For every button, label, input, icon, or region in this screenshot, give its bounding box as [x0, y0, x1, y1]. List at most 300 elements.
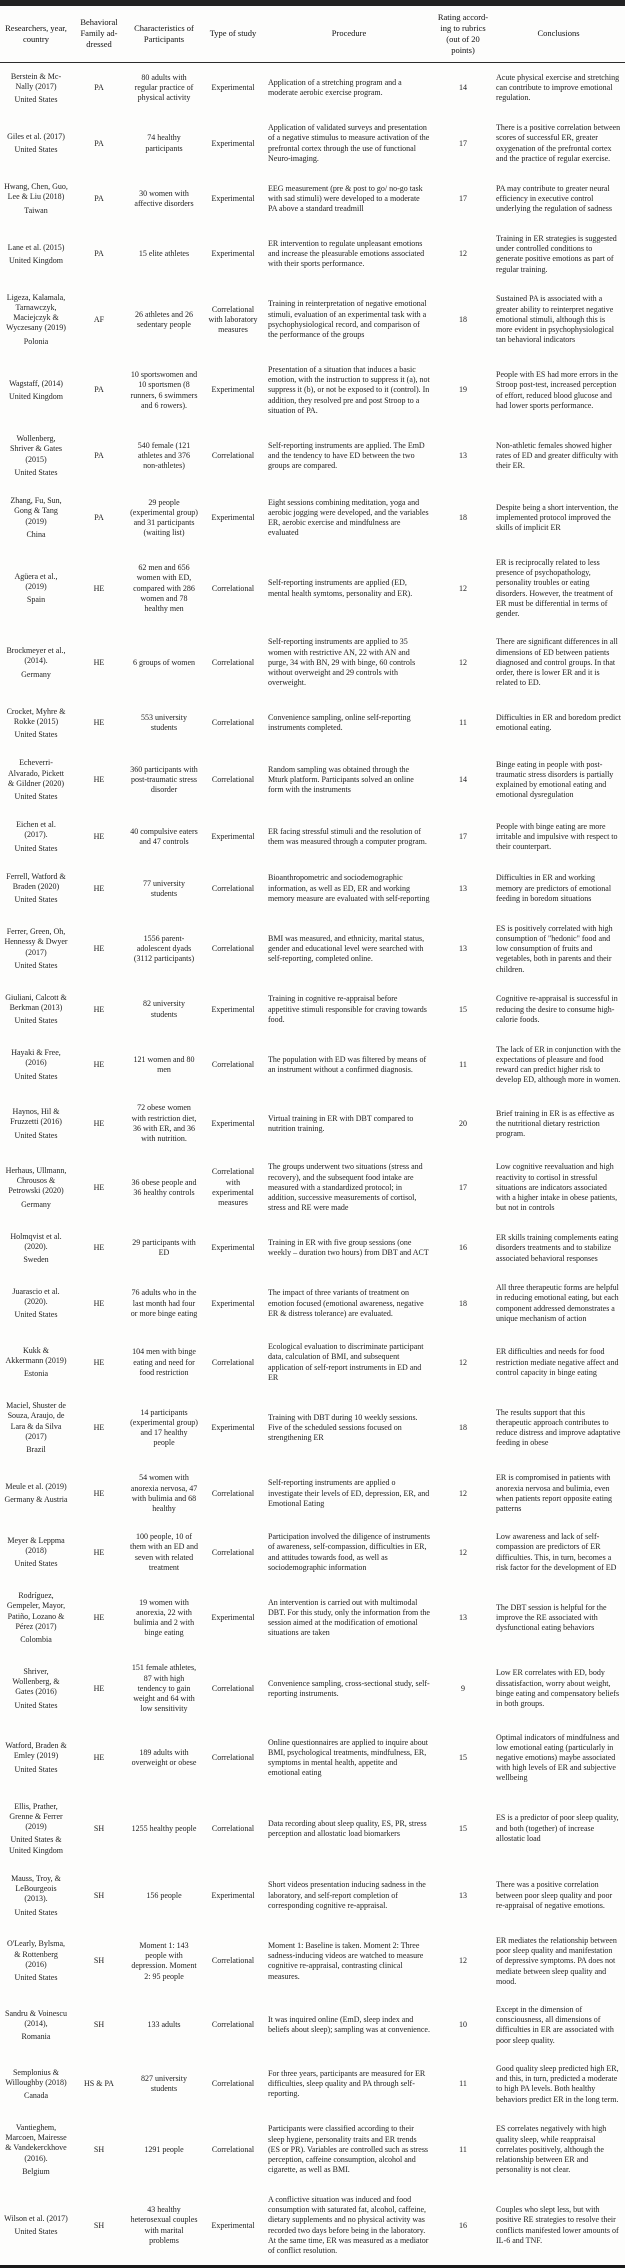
- cell-participants: 62 men and 656 women with ED, compared with 286 women and 78 healthy men: [133, 563, 195, 614]
- cell-study-type: Correlational: [211, 450, 255, 460]
- researcher-name: Giles et al. (2017): [7, 131, 65, 141]
- table-row: [0, 1094, 625, 1153]
- researcher-name: Zhang, Fu, Sun, Gong & Tang (2019): [10, 496, 62, 526]
- cell-study-type: Correlational: [211, 1752, 255, 1762]
- cell-participants: 100 people, 10 of them with an ED and seven with related treatment: [130, 1532, 198, 1572]
- cell-family: HE: [93, 1118, 105, 1128]
- column-header-6: Conclusions: [492, 3, 625, 62]
- cell-procedure: Participants were classified according to their sleep hygiene, personality traits and ER trends (ES or PR). Variables are controlled such as stress perception, caffeine consumption, alcohol and cigarette, as well as BMI.: [268, 2124, 429, 2175]
- cell-researchers: [0, 549, 72, 628]
- cell-family: HE: [93, 775, 105, 785]
- cell-conclusions: Low awareness and lack of self-compassion are predictors of ER difficulties. This, in turn, becomes a risk factor for the development of ED: [496, 1532, 617, 1572]
- cell-family: SH: [93, 1956, 105, 1966]
- table-row: [0, 915, 625, 984]
- researcher-country: United States: [14, 145, 58, 155]
- table-row: [0, 1654, 625, 1723]
- cell-researchers: [0, 1333, 72, 1392]
- cell-procedure: ER intervention to regulate unpleasant emotions and increase the pleasurable emotions associated with their sports performance.: [268, 238, 425, 269]
- cell-procedure: Convenience sampling, cross-sectional study, self-reporting instruments.: [268, 1678, 430, 1698]
- researcher-name: Crocket, Myhre & Rokke (2015): [6, 706, 66, 726]
- table-row: [0, 1274, 625, 1333]
- researcher-country: United States: [14, 960, 58, 970]
- cell-researchers: [0, 1865, 72, 1927]
- cell-family: HE: [93, 1182, 105, 1192]
- cell-researchers: [0, 811, 72, 863]
- cell-family: HE: [93, 1298, 105, 1308]
- researcher-name: Semplonius & Willoughby (2018): [5, 2067, 67, 2087]
- cell-researchers: [0, 749, 72, 811]
- cell-rating: 13: [459, 1613, 467, 1623]
- table-row: [0, 698, 625, 750]
- table-row: [0, 1582, 625, 1654]
- cell-study-type: Experimental: [211, 249, 255, 259]
- cell-conclusions: Good quality sleep predicted high ER, and this, in turn, predicted a moderate to high PA levels. Both healthy behaviors predict ER in the long term.: [496, 2063, 619, 2104]
- cell-family: HE: [93, 1059, 105, 1069]
- cell-rating: 12: [459, 583, 467, 593]
- column-header-4: Procedure: [264, 3, 434, 62]
- cell-participants: 156 people: [146, 1890, 182, 1900]
- table-row: [0, 1724, 625, 1793]
- cell-participants: 6 groups of women: [133, 657, 195, 667]
- researcher-name: Agüera et al., (2019): [14, 571, 58, 592]
- cell-participants: 77 university students: [143, 878, 185, 898]
- cell-participants: 14 participants (experimental group) and 17 healthy people: [130, 1407, 198, 1448]
- cell-rating: 11: [459, 2079, 467, 2089]
- cell-procedure: Application of validated surveys and presentation of a negative stimulus to measure activation of the prefrontal cortex through the use of functional Neuro-imaging.: [268, 123, 430, 163]
- cell-procedure: Training in cognitive re-appraisal before appetitive stimuli responsible for craving towards food.: [268, 994, 427, 1024]
- cell-procedure: A conflictive situation was induced and food consumption with saturated fat, alcohol, caffeine, dietary supplements and no physical activity was recorded two days before being in the laboratory. At the same time, ER was measured as a mediator of conflict resolution.: [268, 2195, 429, 2256]
- cell-participants: 827 university students: [141, 2074, 187, 2094]
- researcher-name: Watford, Braden & Emley (2019): [5, 1741, 67, 1761]
- cell-family: PA: [94, 138, 104, 148]
- cell-rating: 15: [459, 1004, 467, 1014]
- table-row: [0, 356, 625, 425]
- researcher-country: Germany: [21, 669, 51, 679]
- cell-conclusions: ER is compromised in patients with anorexia nervosa and bulimia, even when patients report opposite eating patterns: [496, 1473, 612, 1513]
- cell-rating: 17: [459, 138, 467, 148]
- researcher-name: Mauss, Troy, & LeBourgeois (2013).: [11, 1873, 61, 1904]
- cell-study-type: Experimental: [211, 1298, 255, 1308]
- cell-family: HE: [93, 831, 105, 841]
- researcher-country: United States & United Kingdom: [9, 1835, 63, 1855]
- researcher-country: Brazil: [26, 1445, 46, 1455]
- researcher-country: United States: [14, 791, 58, 801]
- cell-conclusions: People with ES had more errors in the Stroop post-test, increased perception of effort, reduced blood glucose and had lower sports performance.: [496, 370, 618, 410]
- researcher-name: Ligeza, Kalamala, Tarnawczyk, Maciejczyk & Wyczesany (2019): [6, 292, 66, 333]
- cell-conclusions: The results support that this therapeutic approach contributes to reduce distress and improve adaptative feeding in obese: [496, 1407, 621, 1448]
- cell-study-type: Experimental: [211, 193, 255, 203]
- cell-rating: 13: [459, 450, 467, 460]
- cell-family: PA: [94, 512, 104, 522]
- cell-conclusions: Except in the dimension of consciousness, all dimensions of difficulties in ER are associated with poor sleep quality.: [496, 2004, 614, 2045]
- cell-participants: 82 university students: [143, 999, 185, 1019]
- cell-researchers: [0, 2055, 72, 2114]
- cell-procedure: Application of a stretching program and a moderate aerobic exercise program.: [268, 78, 402, 98]
- table-row: [0, 1223, 625, 1275]
- researcher-name: Echeverri-Alvarado, Pickett & Gildner (2020): [8, 758, 64, 788]
- cell-rating: 13: [459, 883, 467, 893]
- table-row: [0, 984, 625, 1036]
- cell-family: HE: [93, 657, 105, 667]
- cell-procedure: Self-reporting instruments are applied o investigate their levels of ED, depression, ER, and Emotional Eating: [268, 1478, 430, 1508]
- researcher-country: United States: [14, 895, 58, 905]
- researcher-country: United States: [14, 1016, 58, 1026]
- cell-researchers: [0, 1582, 72, 1654]
- researcher-name: Wagstaff, (2014): [9, 378, 63, 388]
- researcher-name: Wilson et al. (2017): [4, 2213, 68, 2223]
- cell-procedure: Random sampling was obtained through the Mturk platform. Participants solved an online form with the instruments: [268, 764, 414, 795]
- cell-rating: 15: [459, 1823, 467, 1833]
- researcher-name: Ferrer, Green, Oh, Hennessy & Dwyer (2017): [4, 927, 68, 957]
- cell-family: SH: [93, 2144, 105, 2154]
- researcher-name: Holmqvist et al. (2020).: [10, 1231, 62, 1251]
- cell-rating: 15: [459, 1752, 467, 1762]
- cell-conclusions: Sustained PA is associated with a greater ability to reinterpret negative emotional stimuli, although this is more evident in psychophysiological tan behavioral indicators: [496, 294, 614, 345]
- cell-conclusions: There are significant differences in all dimensions of ED between patients diagnosed and control groups. In that order, there is lower ER and it is related to ED.: [496, 637, 618, 688]
- cell-researchers: [0, 114, 72, 173]
- researcher-name: Ellis, Prather, Grenne & Ferrer (2019): [9, 1801, 63, 1832]
- cell-researchers: [0, 62, 72, 114]
- cell-rating: 20: [459, 1118, 467, 1128]
- cell-conclusions: People with binge eating are more irritable and impulsive with respect to their counterpart.: [496, 821, 618, 852]
- cell-study-type: Correlational: [211, 1357, 255, 1367]
- cell-procedure: Presentation of a situation that induces a basic emotion, with the instruction to suppress it (a), not suppress it (b), or not be exposed to it (control). In addition, they resolved pre and post Stroop to a situation of PA.: [268, 364, 430, 415]
- researcher-name: Ferrell, Watford & Braden (2020): [6, 871, 66, 892]
- cell-researchers: [0, 1523, 72, 1582]
- cell-participants: 36 obese people and 36 healthy controls: [131, 1177, 197, 1197]
- cell-family: HE: [93, 1488, 105, 1498]
- cell-researchers: [0, 1392, 72, 1464]
- cell-study-type: Correlational: [211, 2020, 255, 2030]
- cell-family: HE: [93, 1683, 105, 1693]
- cell-study-type: Correlational: [211, 583, 255, 593]
- cell-participants: 360 participants with post-traumatic stress disorder: [130, 764, 198, 795]
- cell-family: SH: [93, 1890, 105, 1900]
- researcher-name: Rodríguez, Gempeler, Mayor, Patiño, Lozano & Pérez (2017): [6, 1591, 66, 1631]
- cell-conclusions: There was a positive correlation between poor sleep quality and poor re-appraisal of negative emotions.: [496, 1880, 613, 1910]
- table-row: [0, 1523, 625, 1582]
- researcher-country: Taiwan: [24, 205, 48, 215]
- table-row: [0, 114, 625, 173]
- table-row: [0, 1036, 625, 1095]
- cell-conclusions: The lack of ER in conjunction with the expectations of pleasure and food reward can predict higher risk to develop ED, although more in women.: [496, 1044, 621, 1085]
- cell-conclusions: ES is a predictor of poor sleep quality, and both (together) of increase allostatic load: [496, 1813, 619, 1843]
- cell-family: HE: [93, 1243, 105, 1253]
- researcher-name: Lane et al. (2015): [7, 242, 65, 252]
- cell-conclusions: Low cognitive reevaluation and high reactivity to cortisol in stressful situations are indicators associated with a higher intake in obese patients, but not in controls: [496, 1162, 618, 1213]
- cell-family: HE: [93, 944, 105, 954]
- table-row: [0, 1153, 625, 1222]
- cell-procedure: The impact of three variants of treatment on emotion focused (emotional awareness, negative ER & distress tolerance) are evaluated.: [268, 1288, 424, 1318]
- cell-rating: 10: [459, 2020, 467, 2030]
- cell-participants: Moment 1: 143 people with depression. Moment 2: 95 people: [131, 1940, 197, 1981]
- cell-family: PA: [94, 83, 104, 93]
- cell-researchers: [0, 984, 72, 1036]
- cell-participants: 80 adults with regular practice of physical activity: [134, 73, 194, 103]
- cell-rating: 17: [459, 193, 467, 203]
- cell-participants: 54 women with anorexia nervosa, 47 with bulimia and 68 healthy: [130, 1473, 198, 1513]
- cell-researchers: [0, 356, 72, 425]
- cell-procedure: Bioanthropometric and sociodemographic information, as well as ED, ER and working memory measure are evaluated with self-reporting: [268, 873, 430, 903]
- cell-conclusions: Brief training in ER is as effective as the nutritional dietary restriction program.: [496, 1108, 615, 1139]
- cell-family: HE: [93, 1547, 105, 1557]
- table-body: [0, 62, 625, 2267]
- cell-procedure: Training in reinterpretation of negative emotional stimuli, evaluation of an experimental task with a psychophysiological record, and comparison of the performance of the groups: [268, 299, 427, 340]
- cell-study-type: Experimental: [211, 2220, 255, 2230]
- researcher-country: United Kingdom: [9, 392, 63, 402]
- cell-researchers: [0, 1654, 72, 1723]
- researcher-name: Giuliani, Calcott & Berkman (2013): [5, 992, 67, 1013]
- cell-conclusions: Training in ER strategies is suggested under controlled conditions to generate positive emotions as part of regular training.: [496, 233, 617, 274]
- cell-rating: 18: [459, 1423, 467, 1433]
- cell-rating: 9: [461, 1683, 465, 1693]
- cell-rating: 14: [459, 775, 467, 785]
- researcher-name: Hayaki & Free, (2016): [11, 1048, 61, 1068]
- cell-study-type: Correlational: [211, 1823, 255, 1833]
- table-row: [0, 1333, 625, 1392]
- cell-participants: 72 obese women with restriction diet, 36 with ER, and 36 with nutrition.: [131, 1103, 197, 1144]
- cell-rating: 18: [459, 314, 467, 324]
- cell-procedure: Short videos presentation inducing sadness in the laboratory, and self-report completion of corresponding cognitive re-appraisal.: [268, 1880, 426, 1910]
- cell-study-type: Correlational: [211, 2144, 255, 2154]
- cell-participants: 133 adults: [147, 2020, 181, 2030]
- cell-study-type: Correlational: [211, 1683, 255, 1693]
- column-header-5: Rating accord- ing to rubrics (out of 20 points): [434, 3, 492, 62]
- table-row: [0, 749, 625, 811]
- cell-conclusions: Cognitive re-appraisal is successful in reducing the desire to consume high-calorie foods.: [496, 994, 618, 1024]
- cell-procedure: Online questionnaires are applied to inquire about BMI, psychological treatments, mindfulness, ER, symptoms in mental health, appetite and emotional eating: [268, 1737, 428, 1778]
- cell-researchers: [0, 225, 72, 284]
- table-row: [0, 628, 625, 697]
- researcher-country: Sweden: [23, 1255, 49, 1265]
- cell-participants: 10 sportswomen and 10 sportsmen (8 runners, 6 swimmers and 6 rowers).: [130, 370, 198, 410]
- cell-conclusions: ES is positively correlated with high consumption of "hedonic" food and low consumption of fruits and vegetables, both in parents and their children.: [496, 923, 613, 974]
- table-row: [0, 425, 625, 487]
- cell-family: PA: [94, 385, 104, 395]
- cell-study-type: Correlational with laboratory measures: [208, 304, 258, 334]
- researcher-country: Spain: [26, 595, 46, 605]
- cell-rating: 18: [459, 1298, 467, 1308]
- cell-researchers: [0, 1094, 72, 1153]
- cell-rating: 18: [459, 512, 467, 522]
- table-row: [0, 2055, 625, 2114]
- cell-participants: 189 adults with overweight or obese: [131, 1747, 197, 1768]
- cell-researchers: [0, 1996, 72, 2055]
- table-row: [0, 549, 625, 628]
- cell-family: AF: [93, 314, 105, 324]
- cell-study-type: Experimental: [211, 1423, 255, 1433]
- cell-study-type: Correlational: [211, 2079, 255, 2089]
- cell-rating: 11: [459, 718, 467, 728]
- cell-conclusions: The DBT session is helpful for the improve the RE associated with dysfunctional eating behaviors: [496, 1602, 607, 1633]
- cell-family: SH: [93, 2020, 105, 2030]
- cell-study-type: Experimental: [211, 385, 255, 395]
- cell-rating: 12: [459, 657, 467, 667]
- researcher-country: United States: [14, 1130, 58, 1140]
- column-header-1: Behavioral Family ad- dressed: [72, 3, 126, 62]
- researcher-country: Germany: [21, 1199, 51, 1209]
- cell-conclusions: Binge eating in people with post-traumatic stress disorders is partially explained by emotional eating and emotional dysregulation: [496, 759, 614, 800]
- cell-conclusions: Low ER correlates with ED, body dissatisfaction, worry about weight, binge eating and compensatory beliefs in both groups.: [496, 1668, 620, 1709]
- table-row: [0, 284, 625, 356]
- cell-procedure: Ecological evaluation to discriminate participant data, calculation of BMI, and subsequent application of self-report instruments in ED and ER: [268, 1342, 424, 1382]
- cell-rating: 13: [459, 944, 467, 954]
- cell-conclusions: Couples who slept less, but with positive RE strategies to resolve their conflicts manifested lower amounts of IL-6 and TNF.: [496, 2205, 619, 2245]
- cell-procedure: ER facing stressful stimuli and the resolution of them was measured through a computer program.: [268, 826, 427, 847]
- researcher-name: Shriver, Wollenberg, & Gates (2016): [12, 1666, 60, 1697]
- cell-study-type: Correlational: [211, 657, 255, 667]
- cell-procedure: Virtual training in ER with DBT compared to nutrition training.: [268, 1113, 414, 1133]
- cell-participants: 29 people (experimental group) and 31 participants (waiting list): [130, 497, 198, 538]
- cell-family: SH: [93, 2220, 105, 2230]
- table-row: [0, 1793, 625, 1865]
- cell-researchers: [0, 628, 72, 697]
- cell-conclusions: PA may contribute to greater neural efficiency in executive control underlying the regulation of sadness: [496, 183, 612, 214]
- cell-conclusions: ER is reciprocally related to less presence of psychopathology, personality troubles or eating disorders. However, the treatment of ER must be differential in terms of gender.: [496, 558, 613, 619]
- cell-procedure: EEG measurement (pre & post to go/ no-go task with sad stimuli) were developed to a moderate PA above a standard treadmill: [268, 183, 423, 214]
- cell-procedure: BMI was measured, and ethnicity, marital status, gender and educational level were searched with self-reporting, completed online.: [268, 933, 425, 964]
- cell-researchers: [0, 1793, 72, 1865]
- cell-study-type: Correlational: [211, 718, 255, 728]
- researcher-name: Meyer & Leppma (2018): [7, 1535, 65, 1556]
- table-header-row: [0, 3, 625, 62]
- cell-study-type: Experimental: [211, 512, 255, 522]
- cell-rating: 19: [459, 385, 467, 395]
- researcher-name: Wollenberg, Shriver & Gates (2015): [10, 434, 62, 464]
- researcher-country: Polonia: [23, 336, 49, 346]
- cell-conclusions: ER skills training complements eating disorders treatments and to stabilize associated behavioral responses: [496, 1233, 619, 1263]
- table-row: [0, 1865, 625, 1927]
- cell-procedure: Data recording about sleep quality, ES, PR, stress perception and allostatic load biomarkers: [268, 1818, 427, 1838]
- cell-procedure: Self-reporting instruments are applied. The EmD and the tendency to have ED between the two groups are compared.: [268, 440, 425, 471]
- researcher-country: United States: [14, 94, 58, 104]
- cell-procedure: It was inquired online (EmD, sleep index and beliefs about sleep); sampling was at convenience.: [268, 2015, 430, 2035]
- cell-procedure: Self-reporting instruments are applied (ED, mental health symtoms, personality and ER).: [268, 578, 413, 598]
- table-row: [0, 225, 625, 284]
- cell-procedure: An intervention is carried out with multimodal DBT. For this study, only the information from the session aimed at the modification of emotional situations are taken: [268, 1597, 430, 1638]
- researcher-name: Kukk & Akkermann (2019): [5, 1345, 67, 1366]
- cell-rating: 12: [459, 1488, 467, 1498]
- cell-study-type: Experimental: [211, 1890, 255, 1900]
- cell-rating: 17: [459, 1182, 467, 1192]
- cell-researchers: [0, 1927, 72, 1996]
- cell-participants: 19 women with anorexia, 22 with bulimia and 2 with binge eating: [133, 1597, 195, 1638]
- column-header-2: Characteristics of Participants: [126, 3, 202, 62]
- cell-researchers: [0, 863, 72, 915]
- researcher-country: Estonia: [24, 1369, 48, 1379]
- researcher-country: China: [26, 529, 46, 539]
- cell-procedure: For three years, participants are measured for ER difficulties, sleep quality and PA through self-reporting.: [268, 2069, 426, 2099]
- cell-study-type: Correlational: [211, 1956, 255, 1966]
- cell-family: HE: [93, 1613, 105, 1623]
- table-row: [0, 2114, 625, 2186]
- researcher-name: Haynos, Hil & Fruzzetti (2016): [10, 1107, 62, 1127]
- researcher-country: United States: [14, 730, 58, 740]
- cell-researchers: [0, 284, 72, 356]
- researcher-name: Eichen et al. (2017).: [16, 820, 56, 840]
- column-header-0: Researchers, year, country: [0, 3, 72, 62]
- table-row: [0, 173, 625, 225]
- cell-conclusions: Difficulties in ER and boredom predict emotional eating.: [496, 713, 621, 733]
- cell-conclusions: There is a positive correlation between scores of successful ER, greater oxygenation of the prefrontal cortex and the practice of regular exercise.: [496, 123, 621, 163]
- researcher-name: Hwang, Chen, Guo, Lee & Liu (2018): [4, 182, 68, 202]
- researcher-country: United States: [14, 2227, 58, 2237]
- researcher-country: United Kingdom: [9, 255, 63, 265]
- cell-procedure: Eight sessions combining meditation, yoga and aerobic jogging were developed, and the variables ER, aerobic exercise and mindfulness are evaluated: [268, 497, 429, 538]
- cell-conclusions: Optimal indicators of mindfulness and low emotional eating (particularly in negative emotions) maybe associated with high levels of ER and subjective wellbeing: [496, 1732, 620, 1783]
- cell-researchers: [0, 698, 72, 750]
- researcher-name: Maciel, Shuster de Souza, Araujo, de Lara & da Silva (2017): [6, 1401, 66, 1441]
- cell-participants: 43 healthy heterosexual couples with marital problems: [130, 2205, 198, 2245]
- researcher-name: Juarascio et al. (2020).: [12, 1286, 60, 1307]
- cell-conclusions: Despite being a short intervention, the implemented protocol improved the skills of implicit ER: [496, 502, 619, 533]
- table-header: [0, 3, 625, 62]
- cell-conclusions: All three therapeutic forms are helpful in reducing emotional eating, but each component addressed demonstrates a unique mechanism of action: [496, 1283, 619, 1323]
- researcher-name: Brockmeyer et al., (2014).: [6, 646, 66, 666]
- cell-rating: 17: [459, 831, 467, 841]
- cell-rating: 16: [459, 1243, 467, 1253]
- cell-participants: 26 athletes and 26 sedentary people: [135, 309, 193, 329]
- cell-participants: 40 compulsive eaters and 47 controls: [130, 826, 198, 847]
- cell-researchers: [0, 487, 72, 549]
- researcher-country: Germany & Austria: [4, 1495, 68, 1505]
- cell-procedure: Participation involved the diligence of instruments of awareness, self-compassion, difficulties in ER, and attitudes towards food, as well as sociodemographic information: [268, 1532, 430, 1572]
- cell-procedure: Training in ER with five group sessions (one weekly – duration two hours) from DBT and ACT: [268, 1238, 429, 1258]
- researcher-country: United States: [14, 1973, 58, 1983]
- cell-procedure: Convenience sampling, online self-reporting instruments completed.: [268, 713, 411, 733]
- researcher-country: Colombia: [20, 1635, 52, 1645]
- cell-conclusions: ER difficulties and needs for food restriction mediate negative affect and control capacity in binge eating: [496, 1347, 619, 1377]
- cell-study-type: Correlational: [211, 1488, 255, 1498]
- cell-study-type: Correlational: [211, 1547, 255, 1557]
- cell-researchers: [0, 1153, 72, 1222]
- cell-family: PA: [94, 193, 104, 203]
- cell-participants: 1255 healthy people: [131, 1823, 197, 1833]
- cell-study-type: Experimental: [211, 1243, 255, 1253]
- researcher-name: Herhaus, Ullmann, Chrousos & Petrowski (2020): [5, 1165, 67, 1196]
- cell-conclusions: Non-athletic females showed higher rates of ED and greater difficulty with their ER.: [496, 440, 619, 471]
- researcher-country: United States: [14, 1559, 58, 1569]
- researcher-country: United States: [14, 1764, 58, 1774]
- cell-participants: 29 participants with ED: [132, 1238, 196, 1258]
- cell-participants: 121 women and 80 men: [133, 1054, 195, 1074]
- cell-participants: 74 healthy participants: [145, 133, 183, 153]
- table-row: [0, 1464, 625, 1523]
- cell-rating: 12: [459, 1357, 467, 1367]
- cell-participants: 1291 people: [144, 2144, 184, 2154]
- cell-participants: 104 men with binge eating and need for food restriction: [132, 1347, 196, 1377]
- cell-family: HE: [93, 1004, 105, 1014]
- cell-family: PA: [94, 249, 104, 259]
- cell-study-type: Correlational: [211, 883, 255, 893]
- researcher-country: Belgium: [22, 2166, 50, 2176]
- cell-rating: 12: [459, 1547, 467, 1557]
- table-row: [0, 863, 625, 915]
- researcher-country: United States: [14, 467, 58, 477]
- researcher-country: United States: [14, 843, 58, 853]
- cell-researchers: [0, 915, 72, 984]
- cell-study-type: Experimental: [211, 1613, 255, 1623]
- cell-family: HE: [93, 1752, 105, 1762]
- cell-conclusions: ES correlates negatively with high quality sleep, while reappraisal correlates positively, although the relationship between ER and personality is not clear.: [496, 2124, 607, 2175]
- researcher-country: Romania: [21, 2032, 51, 2042]
- cell-procedure: Self-reporting instruments are applied to 35 women with restrictive AN, 22 with AN and purge, 34 with BN, 29 with binge, 60 controls without overweight and 29 controls with overweight.: [268, 637, 416, 688]
- cell-study-type: Experimental: [211, 83, 255, 93]
- cell-researchers: [0, 425, 72, 487]
- cell-family: HE: [93, 1423, 105, 1433]
- cell-family: HE: [93, 718, 105, 728]
- cell-researchers: [0, 1223, 72, 1275]
